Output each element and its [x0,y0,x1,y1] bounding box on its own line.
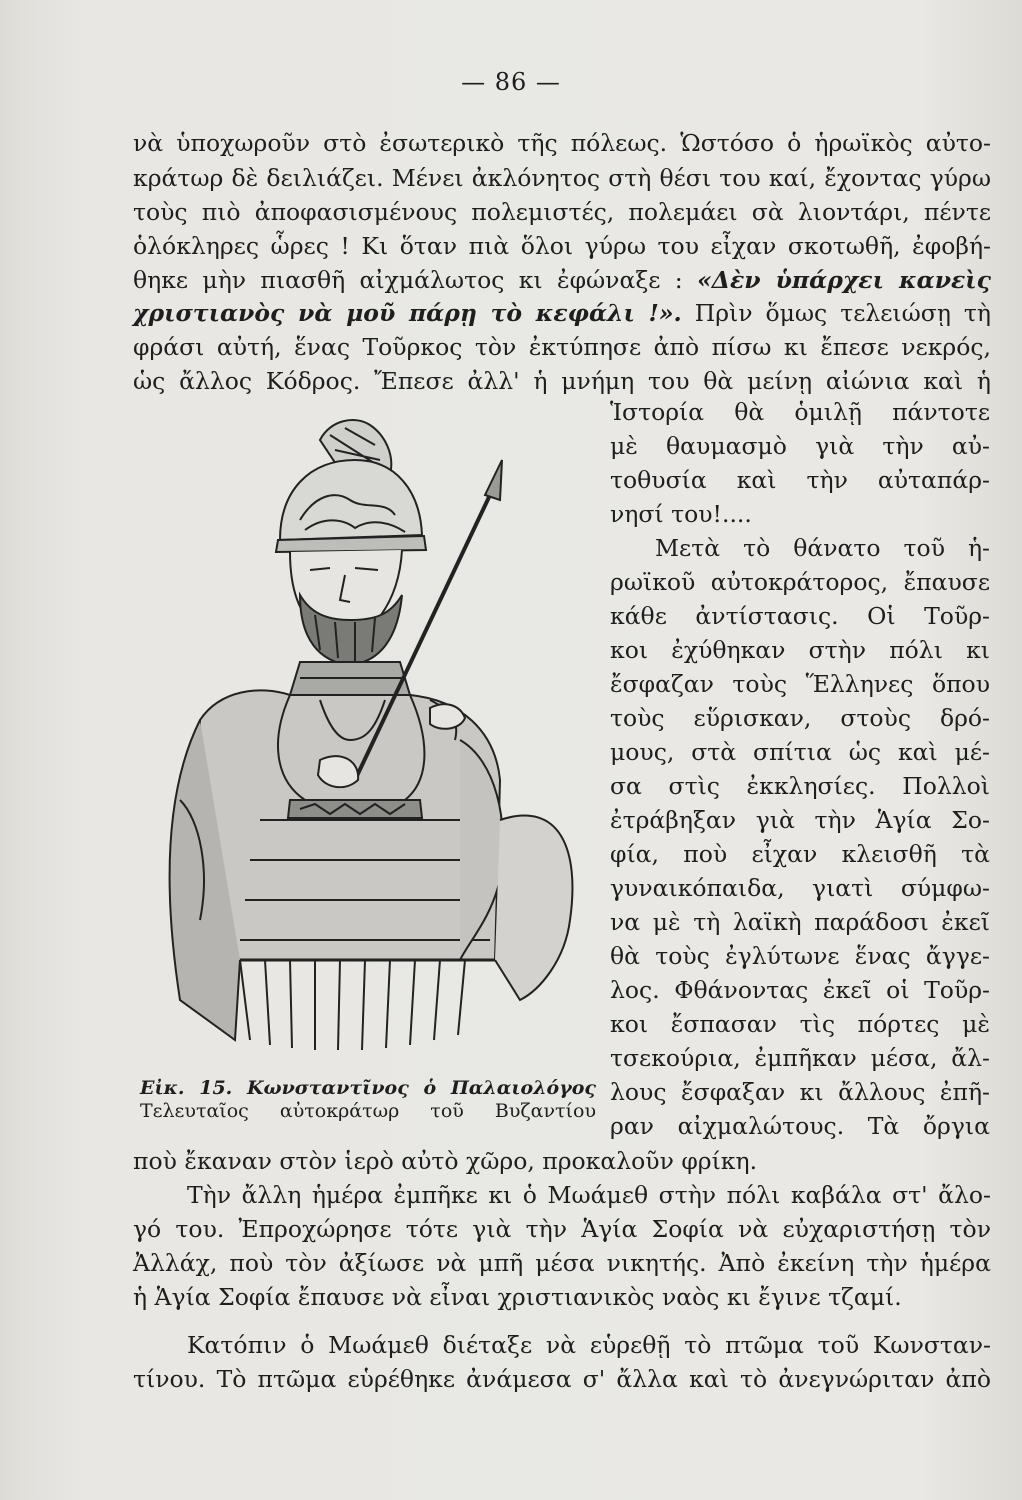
column-line: γυναικόπαιδα, γιατὶ σύμφω- [610,874,990,902]
column-line: λος. Φθάνοντας ἐκεῖ οἱ Τοῦρ- [610,976,990,1004]
column-line: τοθυσία καὶ τὴν αὐταπάρ- [610,466,990,494]
quote-text: «Δὲν ὑπάρχει κανεὶς [697,266,991,294]
figure-caption-subtitle: Τελευταῖος αὐτοκράτωρ τοῦ Βυζαντίου [140,1100,596,1122]
text-segment: θηκε μὴν πιασθῆ αἰχμάλωτος κι ἐφώναξε : [133,266,683,294]
column-line: ρωϊκοῦ αὐτοκράτορος, ἔπαυσε [610,568,990,596]
column-line: μους, στὰ σπίτια ὡς καὶ μέ- [610,738,990,766]
column-line: τοὺς εὕρισκαν, στοὺς δρό- [610,704,990,732]
column-line: ραν αἰχμαλώτους. Τὰ ὄργια [610,1112,990,1140]
column-line: φία, ποὺ εἶχαν κλεισθῆ τὰ [610,840,990,868]
quote-text: χριστιανὸς νὰ μοῦ πάρῃ τὸ κεφάλι !». [133,299,682,327]
text-line-with-quote [133,265,991,295]
text-line: ὁλόκληρες ὧρες ! Κι ὅταν πιὰ ὅλοι γύρω του εἶχαν σκοτωθῆ, ἐφοβή- [133,232,991,260]
column-line: σα στὶς ἐκκλησίες. Πολλοὶ [610,772,990,800]
text-line: νὰ ὑποχωροῦν στὸ ἐσωτερικὸ τῆς πόλεως. Ὡστόσο ὁ ἡρωϊκὸς αὐτο- [133,129,991,157]
text-line-with-quote [133,298,991,328]
column-line: θὰ τοὺς ἐγλύτωνε ἕνας ἄγγε- [610,942,990,970]
figure-caption-title: Εἰκ. 15. Κωνσταντῖνος ὁ Παλαιολόγος [140,1077,596,1099]
emperor-portrait-illustration [140,400,600,1080]
text-line: φράσι αὐτή, ἕνας Τοῦρκος τὸν ἐκτύπησε ἀπὸ πίσω κι ἔπεσε νεκρός, [133,333,991,361]
text-line: κράτωρ δὲ δειλιάζει. Μένει ἀκλόνητος στὴ θέσι του καί, ἔχοντας γύρω [133,164,991,192]
column-line: λους ἔσφαξαν κι ἄλλους ἐπῆ- [610,1078,990,1106]
text-line: ὡς ἄλλος Κόδρος. Ἔπεσε ἀλλ' ἡ μνήμη του θὰ μείνῃ αἰώνια καὶ ἡ [133,367,991,395]
text-line: τοὺς πιὸ ἀποφασισμένους πολεμιστές, πολεμάει σὰ λιοντάρι, πέντε [133,198,991,226]
column-line: ἐτράβηξαν γιὰ τὴν Ἁγία Σο- [610,806,990,834]
column-line: να μὲ τὴ λαϊκὴ παράδοσι ἐκεῖ [610,908,990,936]
text-line: γό του. Ἐπροχώρησε τότε γιὰ τὴν Ἁγία Σοφία νὰ εὐχαριστήσῃ τὸν [133,1215,991,1243]
text-line: τίνου. Τὸ πτῶμα εὑρέθηκε ἀνάμεσα σ' ἄλλα καὶ τὸ ἀνεγνώριταν ἀπὸ [133,1365,991,1393]
column-line: μὲ θαυμασμὸ γιὰ τὴν αὐ- [610,432,990,460]
text-line: ἡ Ἁγία Σοφία ἔπαυσε νὰ εἶναι χριστιανικὸς ναὸς κι ἔγινε τζαμί. [133,1283,902,1311]
column-line: Μετὰ τὸ θάνατο τοῦ ἡ- [655,534,990,562]
column-line: κοι ἔσπασαν τὶς πόρτες μὲ [610,1010,990,1038]
column-line: κάθε ἀντίστασις. Οἱ Τοῦρ- [610,602,990,630]
column-line: νησί του!.... [610,500,752,528]
column-line: κοι ἐχύθηκαν στὴν πόλι κι [610,636,990,664]
portrait-drawing [140,400,600,1080]
text-line: Ἀλλάχ, ποὺ τὸν ἀξίωσε νὰ μπῆ μέσα νικητής. Ἀπὸ ἐκείνη τὴν ἡμέρα [133,1249,991,1277]
column-line: ἔσφαζαν τοὺς Ἕλληνες ὅπου [610,670,990,698]
text-segment: Πρὶν ὅμως τελειώσῃ τὴ [694,299,991,327]
page-number: — 86 — [461,68,561,96]
text-line: ποὺ ἔκαναν στὸν ἱερὸ αὐτὸ χῶρο, προκαλοῦν φρίκη. [133,1147,758,1175]
column-line: τσεκούρια, ἐμπῆκαν μέσα, ἄλ- [610,1044,990,1072]
text-line: Τὴν ἄλλη ἡμέρα ἐμπῆκε κι ὁ Μωάμεθ στὴν πόλι καβάλα στ' ἄλο- [187,1181,991,1209]
column-line: Ἱστορία θὰ ὁμιλῇ πάντοτε [610,398,990,426]
text-line: Κατόπιν ὁ Μωάμεθ διέταξε νὰ εὑρεθῇ τὸ πτῶμα τοῦ Κωνσταν- [187,1331,991,1359]
